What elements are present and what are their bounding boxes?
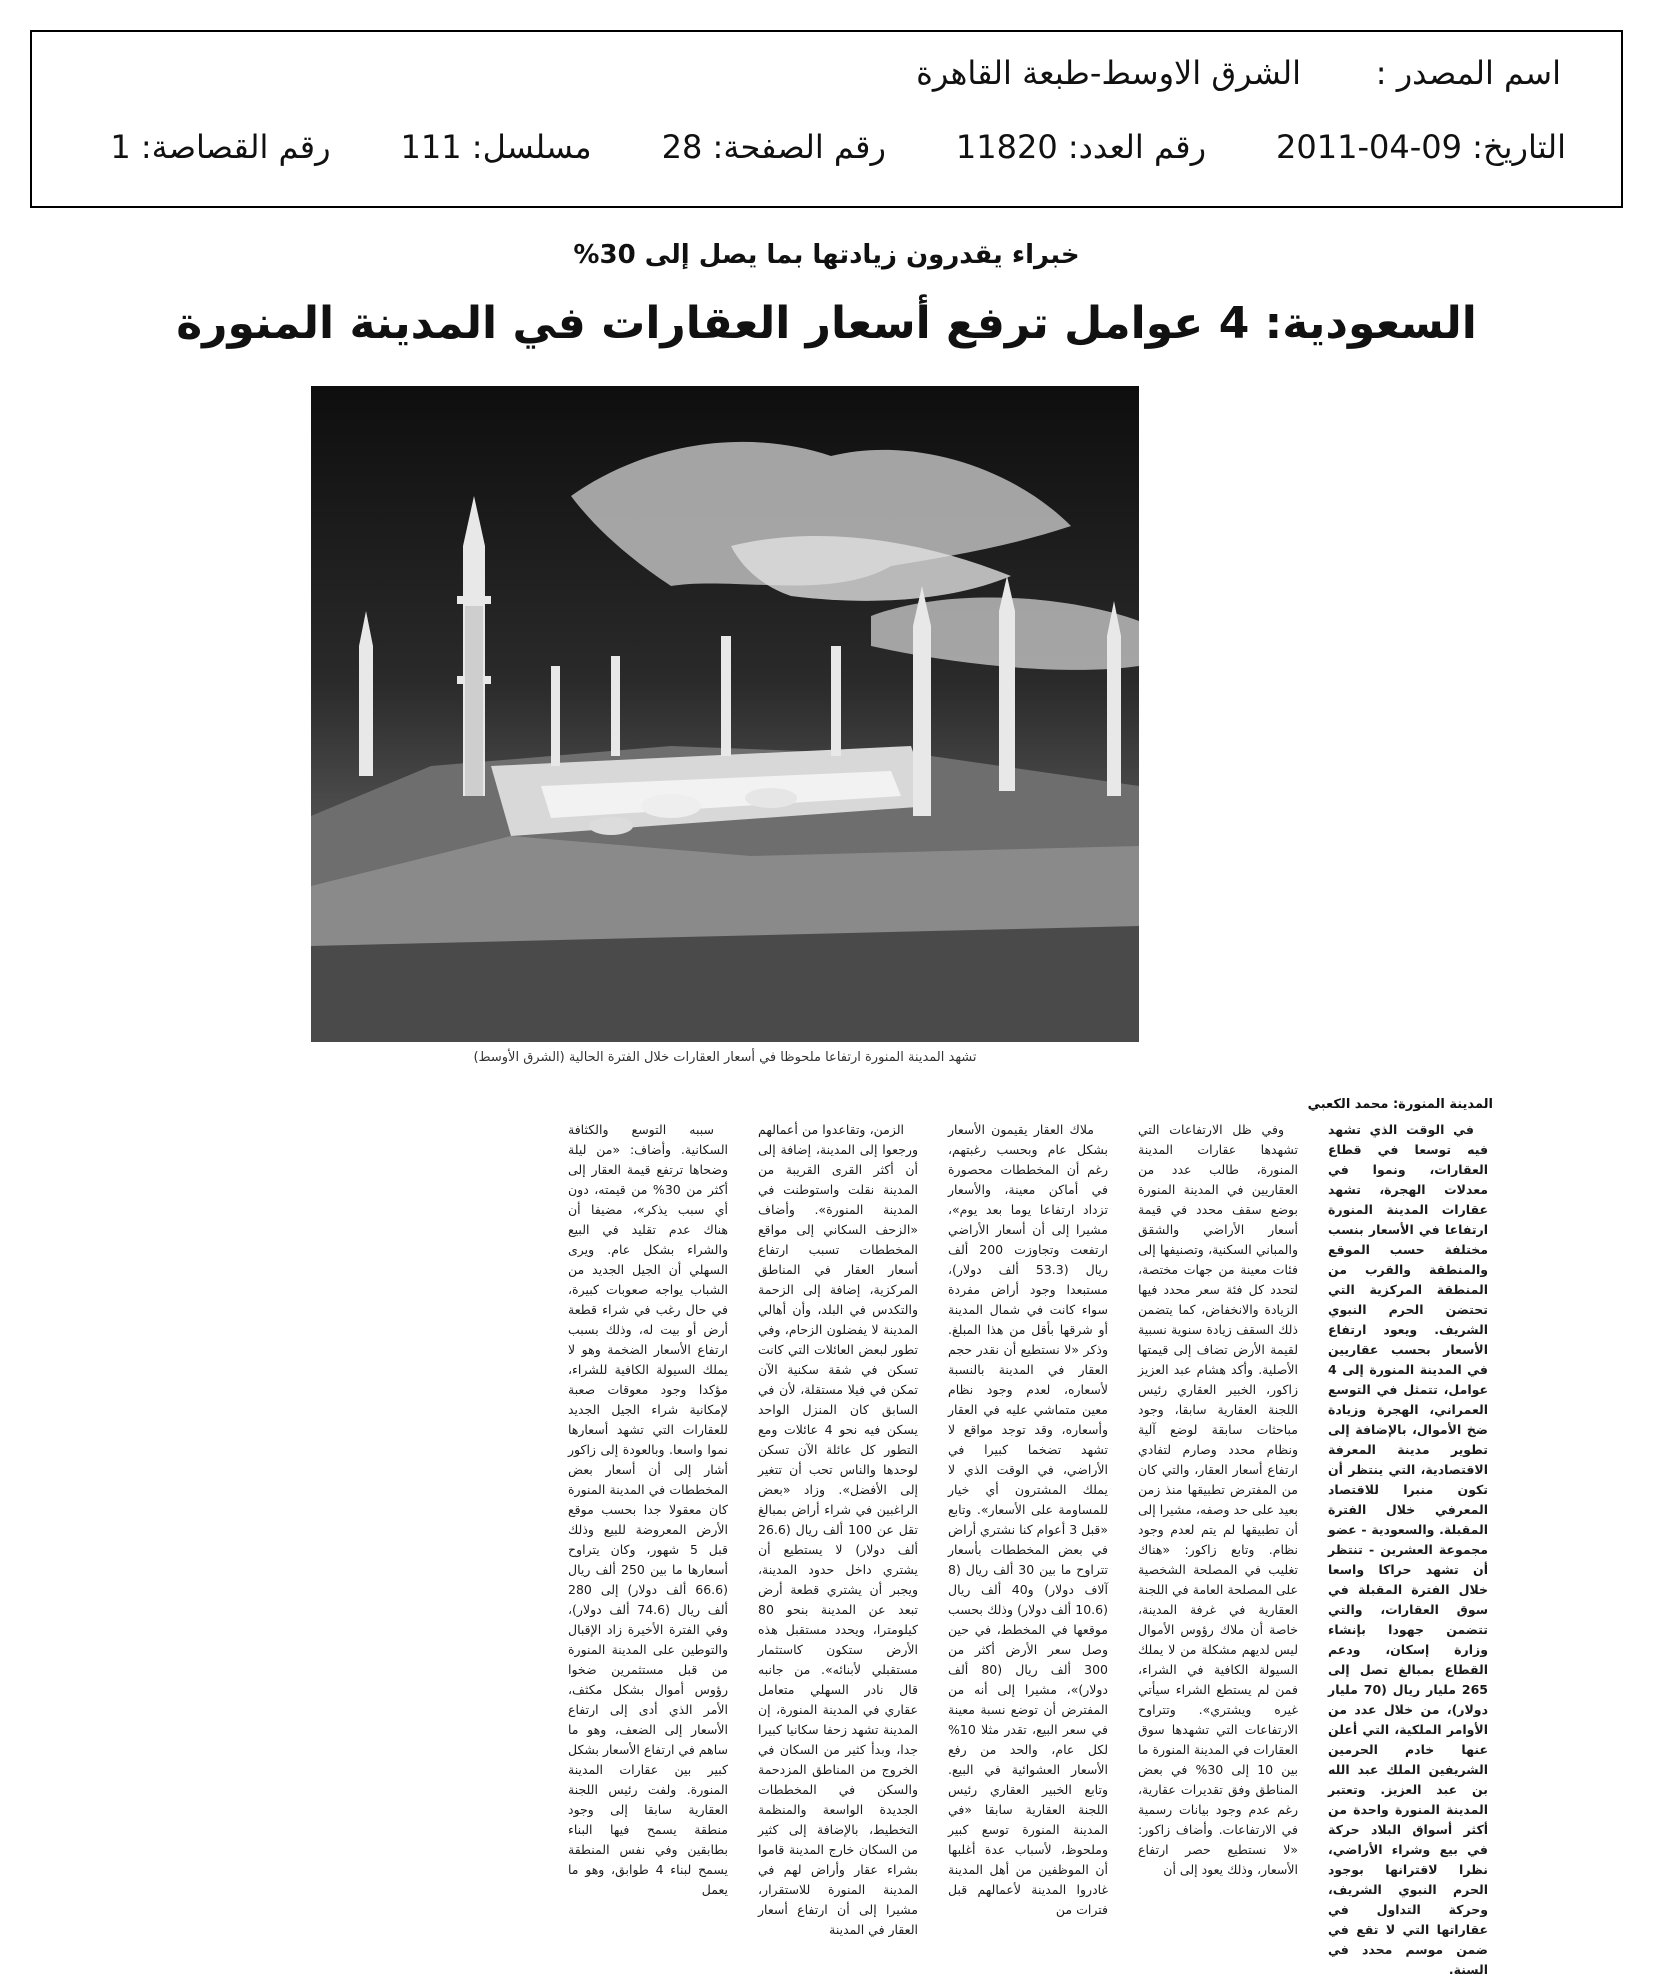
date-field: التاريخ: 09-04-2011 [1276, 128, 1566, 166]
column-5-text: سببه التوسع والكثافة السكانية. وأضاف: «من ليلة وضحاها ترتفع قيمة العقار إلى أكثر من 30% من قيمته، دون أي سبب يذكر»، مضيفا أن هناك عدم تقليد في البيع والشراء بشكل عام. ويرى السهلي أن الجيل الجديد من الشباب يواجه صعوبات كبيرة، في حال رغب في شراء قطعة أرض أو بيت له، وذلك بسبب ارتفاع الأسعار الضخمة وهو لا يملك السيولة الكافية للشراء، مؤكدا وجود معوقات صعبة لإمكانية شراء الجيل الجديد للعقارات التي تشهد أسعارها نموا واسعا. وبالعودة إلى زاكور أشار إلى أن أسعار بعض المخططات في المدينة المنورة كان معقولا جدا بحسب موقع الأرض المعروضة للبيع وذلك قبل 5 شهور، وكان يتراوح أسعارها ما بين 250 ألف ريال (66.6 ألف دولار) إلى 280 ألف ريال (74.6 ألف دولار)، وفي الفترة الأخيرة زاد الإقبال والتوطين على المدينة المنورة من قبل مستثمرين ضخوا رؤوس أموال بشكل مكثف، الأمر الذي أدى إلى ارتفاع الأسعار إلى الضعف، وهو ما ساهم في ارتفاع الأسعار بشكل كبير بين عقارات المدينة المنورة. ولفت رئيس اللجنة العقارية سابقا إلى وجود منطقة يسمح فيها البناء بطابقين وفي نفس المنطقة يسمح لبناء 4 طوابق، وهو ما يعمل [567, 1122, 729, 1897]
column-3-text: ملاك العقار يقيمون الأسعار بشكل عام وبحسب رغبتهم، رغم أن المخططات محصورة في أماكن معينة، والأسعار تزداد ارتفاعا يوما بعد يوم»، مشيرا إلى أن أسعار الأراضي ارتفعت وتجاوزت 200 ألف ريال (53.3 ألف دولار)، مستبعدا وجود أراض مفردة سواء كانت في شمال المدينة أو شرقها بأقل من هذا المبلغ. وذكر «لا نستطيع أن نقدر حجم العقار في المدينة بالنسبة لأسعاره، لعدم وجود نظام معين متماشي عليه في العقار وأسعاره، وقد توجد مواقع لا تشهد تضخما كبيرا في الأراضي، في الوقت الذي لا يملك المشترون أي خيار للمساومة على الأسعار». وتابع «قبل 3 أعوام كنا نشتري أراض في بعض المخططات بأسعار تتراوح ما بين 30 ألف ريال (8 آلاف دولار) و40 ألف ريال (10.6 ألف دولار) وذلك بحسب موقعها في المخطط، في حين وصل سعر الأرض أكثر من 300 ألف ريال (80 ألف دولار)»، مشيرا إلى أنه من المفترض أن توضع نسبة معينة في سعر البيع، تقدر مثلا 10% لكل عام، والحد من رفع الأسعار العشوائية في البيع. وتابع الخبير العقاري رئيس اللجنة العقارية سابقا «في المدينة المنورة توسع كبير وملحوظ، لأسباب عدة أغلبها أن الموظفين من أهل المدينة غادروا المدينة لأعمالهم قبل فترات من [947, 1122, 1109, 1917]
issue-info-row [110, 128, 1566, 166]
column-2-text: وفي ظل الارتفاعات التي تشهدها عقارات المدينة المنورة، طالب عدد من العقاريين في المدينة المنورة بوضع سقف محدد في قيمة أسعار الأراضي والشقق والمباني السكنية، وتصنيفها إلى فئات معينة من جهات مختصة، لتحدد كل فئة سعر محدد فيها الزيادة والانخفاض، كما يتضمن ذلك السقف زيادة سنوية نسبية لقيمة الأرض تضاف إلى قيمتها الأصلية. وأكد هشام عبد العزيز زاكور، الخبير العقاري رئيس اللجنة العقارية سابقا، وجود مباحثات سابقة لوضع آلية ونظام محدد وصارم لتفادي ارتفاع أسعار العقار، والتي كان من المفترض تطبيقها منذ زمن بعيد على حد وصفه، مشيرا إلى أن تطبيقها لم يتم لعدم وجود نظام. وتابع زاكور: «هناك تغليب في المصلحة الشخصية على المصلحة العامة في اللجنة العقارية في غرفة المدينة، خاصة أن ملاك رؤوس الأموال ليس لديهم مشكلة من لا يملك السيولة الكافية في الشراء، فمن لم يستطع الشراء سيأتي غيره ويشتري». وتتراوح الارتفاعات التي تشهدها سوق العقارات في المدينة المنورة ما بين 10 إلى 30% في بعض المناطق وفق تقديرات عقارية، رغم عدم وجود بيانات رسمية في الارتفاعات. وأضاف زاكور: «لا نستطيع حصر ارتفاع الأسعار، وذلك يعود إلى أن [1138, 1122, 1298, 1877]
source-row [916, 54, 1561, 92]
article-column-1 [1328, 1120, 1488, 1977]
source-value: الشرق الاوسط-طبعة القاهرة [916, 54, 1301, 92]
serial-field: مسلسل: 111 [400, 128, 592, 166]
column-1-text: في الوقت الذي تشهد فيه توسعا في قطاع العقارات، ونموا في معدلات الهجرة، تشهد عقارات المدينة المنورة ارتفاعا في الأسعار بنسب مختلفة حسب الموقع والمنطقة والقرب من المنطقة المركزية التي تحتضن الحرم النبوي الشريف. ويعود ارتفاع الأسعار بحسب عقاريين في المدينة المنورة إلى 4 عوامل، تتمثل في التوسع العمراني، الهجرة وزيادة ضخ الأموال، بالإضافة إلى تطوير مدينة المعرفة الاقتصادية، التي ينتظر أن تكون منبرا للاقتصاد المعرفي خلال الفترة المقبلة. والسعودية - عضو مجموعة العشرين - تنتظر أن تشهد حراكا واسعا خلال الفترة المقبلة في سوق العقارات، والتي تتضمن جهودا بإنشاء وزارة إسكان، ودعم القطاع بمبالغ تصل إلى 265 مليار ريال (70 مليار دولار)، من خلال عدد من الأوامر الملكية، التي أعلن عنها خادم الحرمين الشريفين الملك عبد الله بن عبد العزيز. وتعتبر المدينة المنورة واحدة من أكثر أسواق البلاد حركة في بيع وشراء الأراضي، نظرا لاقترانها بوجود الحرم النبوي الشريف، وحركة التداول في عقاراتها التي لا تقع في ضمن موسم محدد في السنة. [1328, 1122, 1488, 1977]
clip-number-field: رقم القصاصة: 1 [110, 128, 331, 166]
article-column-3 [947, 1120, 1109, 1917]
page-number-field: رقم الصفحة: 28 [661, 128, 886, 166]
source-label: اسم المصدر : [1375, 54, 1561, 92]
article-column-5 [567, 1120, 729, 1897]
article-column-4 [758, 1120, 918, 1937]
column-4-text: الزمن، وتقاعدوا من أعمالهم ورجعوا إلى المدينة، إضافة إلى أن أكثر القرى القريبة من المدينة نقلت واستوطنت في المدينة المنورة». وأضاف «الزحف السكاني إلى مواقع المخططات تسبب ارتفاع أسعار العقار في المناطق المركزية، إضافة إلى الزحمة والتكدس في البلد، وأن أهالي المدينة لا يفضلون الزحام، وفي تطور لبعض العائلات التي كانت تسكن في شقة سكنية الآن تمكن في فيلا مستقلة، لأن في السابق كان المنزل الواحد يسكن فيه نحو 4 عائلات ومع التطور كل عائلة الآن تسكن لوحدها والناس تحب أن تتغير إلى الأفضل». وزاد «بعض الراغبين في شراء أراض بمبالغ تقل عن 100 ألف ريال (26.6 ألف دولار) لا يستطيع أن يشتري داخل حدود المدينة، ويجبر أن يشتري قطعة أرض تبعد عن المدينة بنحو 80 كيلومترا، ويحدد مستقبل هذه الأرض ستكون كاستثمار مستقبلي لأبنائه». من جانبه قال نادر السهلي متعامل عقاري في المدينة المنورة، إن المدينة تشهد زحفا سكانيا كبيرا جدا، وبدأ كثير من السكان في الخروج من المناطق المزدحمة والسكن في المخططات الجديدة الواسعة والمنظمة التخطيط، بالإضافة إلى كثير من السكان خارج المدينة قاموا بشراء عقار وأراض لهم في المدينة المنورة للاستقرار، مشيرا إلى أن ارتفاع أسعار العقار في المدينة [758, 1122, 918, 1937]
mosque-photo [311, 386, 1139, 1042]
article-kicker: خبراء يقدرون زيادتها بما يصل إلى 30% [573, 240, 1080, 270]
article-column-2 [1138, 1120, 1298, 1877]
article-byline: المدينة المنورة: محمد الكعبي [1307, 1097, 1493, 1112]
issue-number-field: رقم العدد: 11820 [955, 128, 1207, 166]
article-headline: السعودية: 4 عوامل ترفع أسعار العقارات في المدينة المنورة [176, 298, 1477, 349]
photo-caption: تشهد المدينة المنورة ارتفاعا ملحوظا في أسعار العقارات خلال الفترة الحالية (الشرق الأوسط) [473, 1050, 977, 1065]
source-header-box [30, 30, 1623, 208]
